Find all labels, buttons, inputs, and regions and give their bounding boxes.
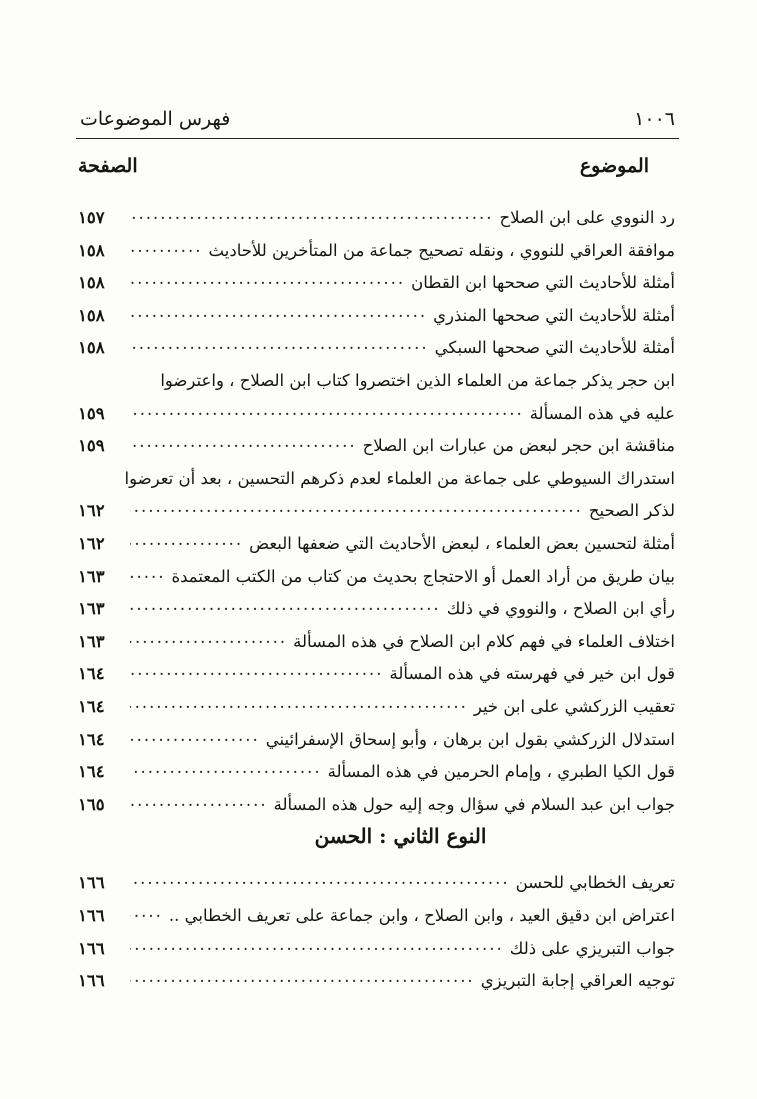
running-title: فهرس الموضوعات — [80, 108, 231, 130]
toc-entry-page: ١٥٧ — [78, 208, 105, 228]
header-rule — [76, 138, 679, 139]
toc-entry-page: ١٥٩ — [78, 403, 105, 423]
toc-entry — [78, 683, 675, 716]
dot-leader — [130, 239, 203, 256]
toc-entry-text: بيان طريق من أراد العمل أو الاحتجاج بحديث من كتاب من الكتب المعتمدة — [171, 566, 675, 586]
toc-entry-page: ١٥٨ — [78, 338, 105, 358]
toc-entry-text: تعقيب الزركشي على ابن خير — [473, 697, 675, 716]
dot-leader — [130, 662, 384, 679]
toc-entry-page: ١٦٥ — [78, 794, 105, 814]
toc-entry-page: ١٥٨ — [78, 240, 105, 260]
toc-entry — [78, 618, 675, 651]
dot-leader — [130, 728, 260, 745]
toc-entry-page: ١٥٨ — [78, 305, 105, 325]
toc-entry — [78, 957, 675, 990]
toc-entry-text: أمثلة للأحاديث التي صححها المنذري — [433, 305, 675, 325]
toc-entry-text: أمثلة لتحسين بعض العلماء ، لبعض الأحاديث التي ضعفها البعض — [249, 534, 675, 554]
dot-leader — [130, 969, 475, 986]
toc-entry-first-line: استدراك السيوطي على جماعة من العلماء لعدم ذكرهم التحسين ، بعد أن تعرضوا — [124, 468, 675, 488]
toc-entry — [78, 292, 675, 325]
running-header — [80, 104, 675, 134]
toc-entry — [78, 390, 675, 423]
toc-entry-text: أمثلة للأحاديث التي صححها السبكي — [434, 338, 675, 358]
toc-entry-text: قول الكيا الطبري ، وإمام الحرمين في هذه المسألة — [327, 762, 675, 782]
toc-entry — [78, 748, 675, 781]
toc-entry-text: جواب ابن عبد السلام في سؤال وجه إليه حول هذه المسألة — [273, 794, 675, 814]
page-number: ١٠٠٦ — [634, 108, 675, 130]
toc-entry-text: توجيه العراقي إجابة التبريزي — [480, 971, 675, 991]
toc-entry — [78, 924, 675, 957]
toc-entry-text: اعتراض ابن دقيق العيد ، وابن الصلاح ، وابن جماعة على تعريف الخطابي .. — [168, 905, 675, 925]
toc-entry-text: جواب التبريزي على ذلك — [509, 938, 675, 958]
toc-entry-page: ١٦٦ — [78, 873, 105, 893]
section-heading: النوع الثاني : الحسن — [314, 824, 487, 849]
toc-entry — [78, 324, 675, 357]
toc-entry — [78, 227, 675, 260]
toc-entry-page: ١٥٩ — [78, 436, 105, 456]
toc-entry — [78, 781, 675, 814]
toc-entry-text: استدلال الزركشي بقول ابن برهان ، وأبو إسحاق الإسفرائيني — [265, 729, 675, 749]
table-of-contents — [78, 194, 675, 990]
toc-entry-page: ١٦٦ — [78, 905, 105, 925]
toc-entry-page: ١٥٨ — [78, 273, 105, 293]
toc-entry-text: تعريف الخطابي للحسن — [515, 873, 675, 893]
toc-entry-text: رد النووي على ابن الصلاح — [499, 208, 675, 228]
dot-leader — [130, 532, 243, 549]
toc-entry-text: قول ابن خير في فهرسته في هذه المسألة — [389, 664, 675, 684]
toc-entry-page: ١٦٣ — [78, 631, 105, 651]
toc-entry-page: ١٦٣ — [78, 566, 105, 586]
toc-entry-text: رأي ابن الصلاح ، والنووي في ذلك — [446, 599, 675, 619]
toc-entry — [78, 487, 675, 520]
toc-entry-first-line: ابن حجر يذكر جماعة من العلماء الذين اختصروا كتاب ابن الصلاح ، واعترضوا — [160, 371, 675, 391]
toc-entry — [78, 553, 675, 586]
toc-entry-page: ١٦٣ — [78, 599, 105, 619]
dot-leader — [130, 499, 583, 516]
dot-leader — [130, 434, 357, 451]
dot-leader — [130, 597, 441, 614]
dot-leader — [130, 760, 322, 777]
toc-entry-text: موافقة العراقي للنووي ، ونقله تصحيح جماعة من المتأخرين للأحاديث — [208, 240, 675, 260]
dot-leader — [130, 206, 493, 223]
toc-entry — [78, 859, 675, 892]
dot-leader — [130, 565, 165, 582]
dot-leader — [130, 937, 504, 954]
toc-entry-page: ١٦٢ — [78, 534, 105, 554]
dot-leader — [130, 630, 287, 647]
dot-leader — [130, 871, 510, 888]
toc-entry — [78, 585, 675, 618]
dot-leader — [130, 695, 468, 712]
dot-leader — [130, 904, 163, 921]
toc-entry-text: عليه في هذه المسألة — [529, 403, 675, 423]
toc-entry — [78, 892, 675, 925]
column-headers — [78, 151, 649, 181]
page-column-header: الصفحة — [78, 155, 138, 177]
toc-entry-text: مناقشة ابن حجر لبعض من عبارات ابن الصلاح — [362, 436, 675, 456]
toc-entry-page: ١٦٤ — [78, 729, 105, 749]
topic-column-header: الموضوع — [579, 155, 649, 177]
toc-entry — [78, 716, 675, 749]
toc-entry-page: ١٦٢ — [78, 501, 105, 521]
toc-entry-text: اختلاف العلماء في فهم كلام ابن الصلاح في هذه المسألة — [293, 631, 675, 651]
toc-entry-page: ١٦٤ — [78, 664, 105, 684]
toc-entry — [78, 650, 675, 683]
dot-leader — [130, 336, 429, 353]
toc-entry-page: ١٦٤ — [78, 762, 105, 782]
toc-entry-text: لذكر الصحيح — [588, 501, 675, 521]
dot-leader — [130, 793, 268, 810]
dot-leader — [130, 271, 405, 288]
toc-entry — [78, 194, 675, 227]
toc-entry-page: ١٦٦ — [78, 938, 105, 958]
toc-entry — [78, 259, 675, 292]
dot-leader — [130, 304, 427, 321]
toc-entry-page: ١٦٤ — [78, 697, 105, 716]
toc-entry — [78, 422, 675, 455]
toc-entry-page: ١٦٦ — [78, 971, 105, 991]
dot-leader — [130, 402, 524, 419]
toc-entry — [78, 520, 675, 553]
toc-entry-text: أمثلة للأحاديث التي صححها ابن القطان — [411, 273, 675, 293]
